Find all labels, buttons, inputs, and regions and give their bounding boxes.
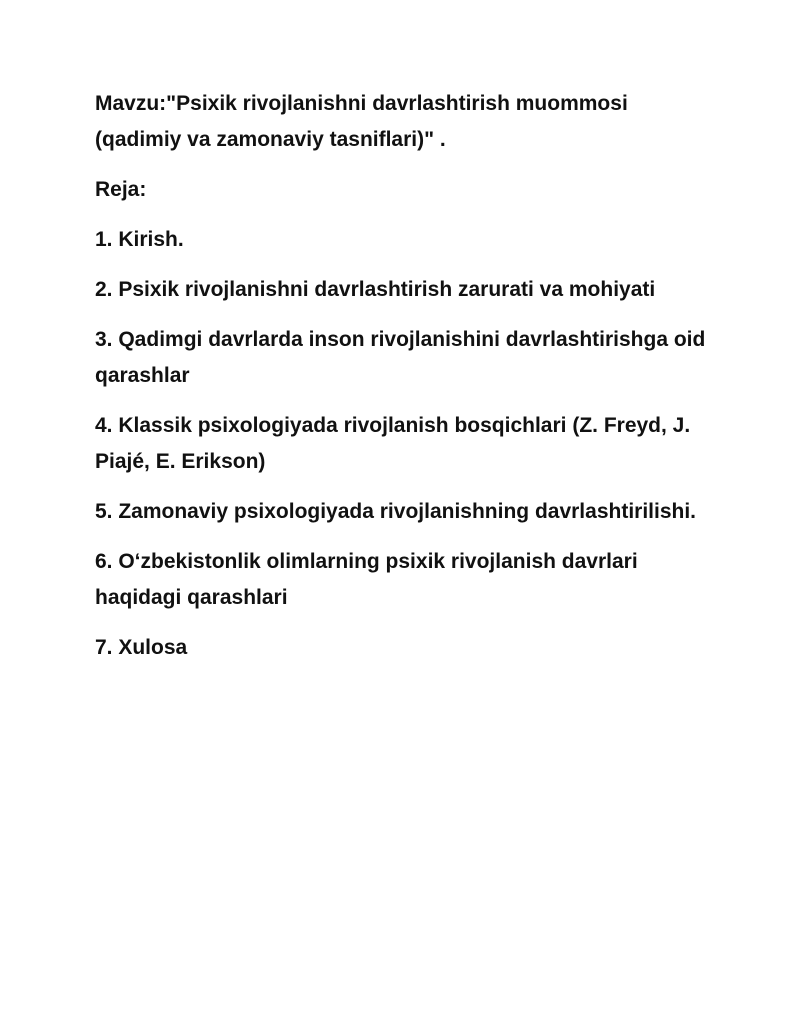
plan-item-1: 1. Kirish. xyxy=(95,228,184,251)
plan-item-3: 3. Qadimgi davrlarda inson rivojlanishini davrlashtirishga oid qarashlar xyxy=(95,328,706,387)
document-page xyxy=(95,86,715,680)
topic-title: Mavzu:"Psixik rivojlanishni davrlashtirish muommosi (qadimiy va zamonaviy tasniflari)" . xyxy=(95,92,628,151)
plan-item-6: 6. O‘zbekistonlik olimlarning psixik rivojlanish davrlari haqidagi qarashlari xyxy=(95,550,638,609)
plan-item-5: 5. Zamonaviy psixologiyada rivojlanishning davrlashtirilishi. xyxy=(95,500,697,523)
plan-heading: Reja: xyxy=(95,178,147,201)
plan-item-2: 2. Psixik rivojlanishni davrlashtirish zarurati va mohiyati xyxy=(95,278,656,301)
plan-item-4: 4. Klassik psixologiyada rivojlanish bosqichlari (Z. Freyd, J. Piajé, E. Erikson) xyxy=(95,414,691,473)
plan-item-7: 7. Xulosa xyxy=(95,636,188,659)
